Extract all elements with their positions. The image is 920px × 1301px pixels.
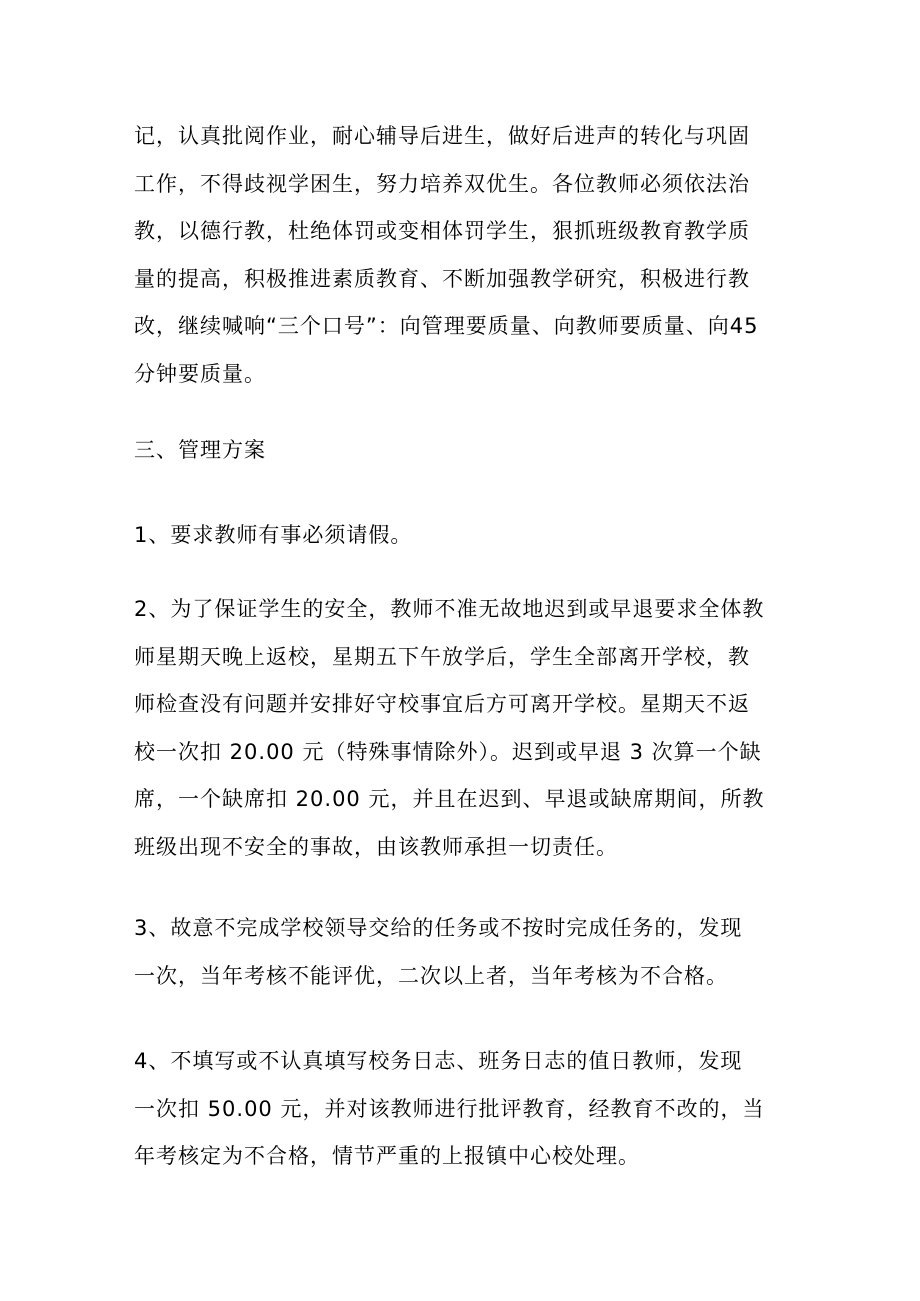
- text-line: 班级出现不安全的事故，由该教师承担一切责任。: [134, 834, 618, 859]
- text-line: 校一次扣 20.00 元（特殊事情除外）。迟到或早退 3 次算一个缺: [134, 739, 762, 764]
- rule-item-4: [134, 1038, 794, 1181]
- section-heading-text: 三、管理方案: [134, 438, 266, 462]
- text-line: 记，认真批阅作业，耐心辅导后进生，做好后进声的转化与巩固: [134, 124, 750, 148]
- rule-item-1: [134, 512, 794, 560]
- text-line: 一次，当年考核不能评优，二次以上者，当年考核为不合格。: [134, 963, 728, 988]
- section-heading: [134, 427, 794, 475]
- paragraph-requirements-continued: [134, 113, 794, 398]
- text-line: 师检查没有问题并安排好守校事宜后方可离开学校。星期天不返: [134, 692, 750, 716]
- text-line: 年考核定为不合格，情节严重的上报镇中心校处理。: [134, 1144, 640, 1168]
- text-line: 教，以德行教，杜绝体罚或变相体罚学生，狠抓班级教育教学质: [134, 219, 750, 243]
- text-line: 工作，不得歧视学困生，努力培养双优生。各位教师必须依法治: [134, 171, 750, 196]
- rule-item-2: [134, 586, 794, 871]
- text-line: 1、要求教师有事必须请假。: [134, 523, 413, 547]
- text-line: 2、为了保证学生的安全，教师不准无故地迟到或早退要求全体教: [134, 597, 765, 621]
- text-line: 3、故意不完成学校领导交给的任务或不按时完成任务的，发现: [134, 916, 743, 940]
- text-line: 席，一个缺席扣 20.00 元，并且在迟到、早退或缺席期间，所教: [134, 787, 765, 811]
- text-line: 一次扣 50.00 元，并对该教师进行批评教育，经教育不改的，当: [134, 1096, 765, 1121]
- rule-item-3: [134, 905, 794, 1000]
- text-line: 师星期天晚上返校，星期五下午放学后，学生全部离开学校，教: [134, 644, 750, 669]
- text-line: 改，继续喊响“三个口号”：向管理要质量、向教师要质量、向45: [134, 314, 759, 338]
- text-line: 分钟要质量。: [134, 361, 266, 386]
- text-line: 量的提高，积极推进素质教育、不断加强教学研究，积极进行教: [134, 266, 750, 291]
- text-line: 4、不填写或不认真填写校务日志、班务日志的值日教师，发现: [134, 1049, 743, 1073]
